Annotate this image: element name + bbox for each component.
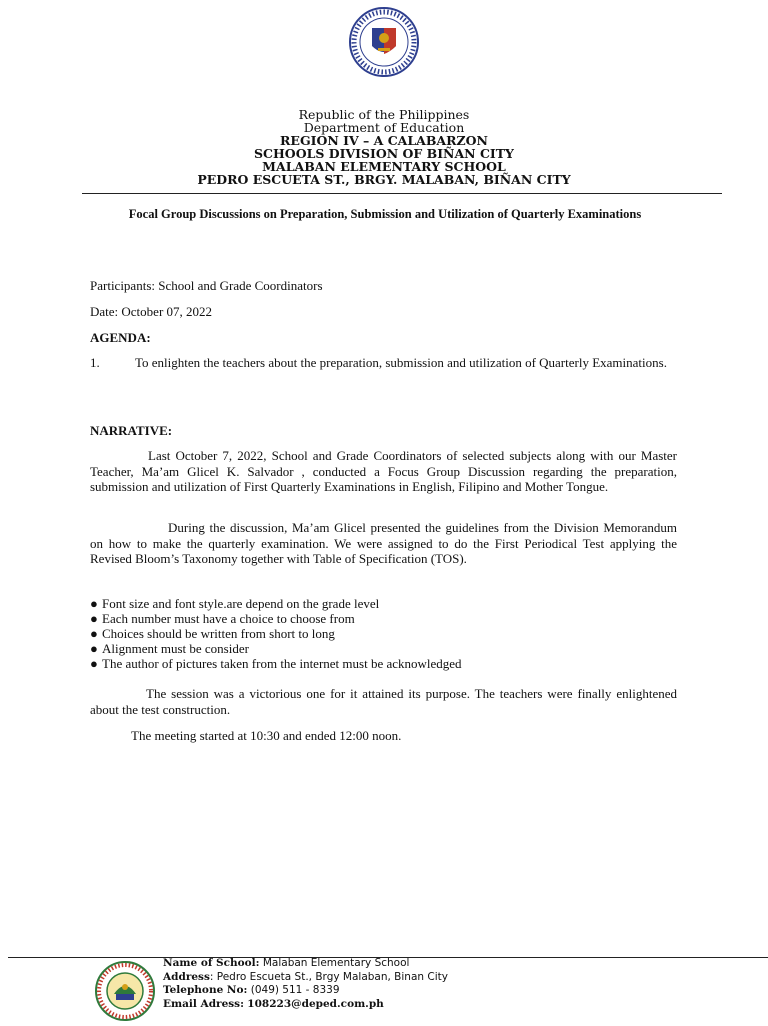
- footer-contact: [163, 957, 448, 1011]
- footer-address-row: Address: Pedro Escueta St., Brgy Malaban, Binan City: [163, 970, 448, 983]
- school-seal-logo: [94, 960, 156, 1022]
- agenda-item-text: To enlighten the teachers about the preparation, submission and utilization of Quarterly Examinations.: [135, 355, 667, 370]
- list-item: ● Each number must have a choice to choose from: [90, 611, 355, 626]
- bullet-icon: ●: [90, 656, 98, 671]
- date-line: Date: October 07, 2022: [90, 304, 213, 319]
- letterhead-line-republic: Republic of the Philippines: [298, 107, 470, 122]
- deped-seal-logo: [348, 6, 420, 78]
- header-divider: [82, 193, 722, 194]
- list-item: ● Font size and font style.are depend on the grade level: [90, 596, 380, 611]
- footer-email-row: Email Adress: 108223@deped.com.ph: [163, 997, 384, 1010]
- list-item: ● Choices should be written from short to long: [90, 626, 335, 641]
- list-item: ● Alignment must be consider: [90, 641, 249, 656]
- letterhead: [0, 108, 768, 186]
- agenda-heading: AGENDA:: [90, 330, 151, 345]
- narrative-paragraph-1: Last October 7, 2022, School and Grade Coordinators of selected subjects along with our Master Teacher, Ma’am Glicel K. Salvador , conducted a Focus Group Discussion regarding the preparation, submission and utilization of First Quarterly Examinations in English, Filipino and Mother Tongue.: [90, 448, 677, 494]
- document-title: Focal Group Discussions on Preparation, Submission and Utilization of Quarterly Examinations: [128, 207, 642, 221]
- footer-phone-row: Telephone No: (049) 511 - 8339: [163, 984, 340, 997]
- bullet-icon: ●: [90, 641, 98, 656]
- letterhead-line-region: REGION IV – A CALABARZON: [280, 133, 488, 148]
- narrative-paragraph-2: During the discussion, Ma’am Glicel presented the guidelines from the Division Memorandum on how to make the quarterly examination. We were assigned to do the First Periodical Test applying the Revised Bloom’s Taxonomy together with Table of Specification (TOS).: [90, 520, 677, 566]
- bullet-icon: ●: [90, 596, 98, 611]
- guidelines-list: [90, 596, 462, 671]
- footer-school-row: Name of School: Malaban Elementary School: [163, 957, 410, 969]
- narrative-paragraph-4: The meeting started at 10:30 and ended 12:00 noon.: [131, 728, 402, 743]
- agenda-item-number: 1.: [90, 355, 100, 370]
- letterhead-line-department: Department of Education: [303, 120, 465, 135]
- participants-line: Participants: School and Grade Coordinators: [90, 278, 323, 293]
- bullet-icon: ●: [90, 611, 98, 626]
- list-item: ● The author of pictures taken from the internet must be acknowledged: [90, 656, 462, 671]
- narrative-paragraph-3: The session was a victorious one for it attained its purpose. The teachers were finally enlightened about the test construction.: [90, 686, 677, 717]
- letterhead-line-division: SCHOOLS DIVISION OF BIÑAN CITY: [254, 146, 514, 161]
- bullet-icon: ●: [90, 626, 98, 641]
- letterhead-line-school: MALABAN ELEMENTARY SCHOOL: [262, 159, 506, 174]
- letterhead-line-address: PEDRO ESCUETA ST., BRGY. MALABAN, BIÑAN CITY: [197, 172, 571, 187]
- narrative-heading: NARRATIVE:: [90, 423, 173, 438]
